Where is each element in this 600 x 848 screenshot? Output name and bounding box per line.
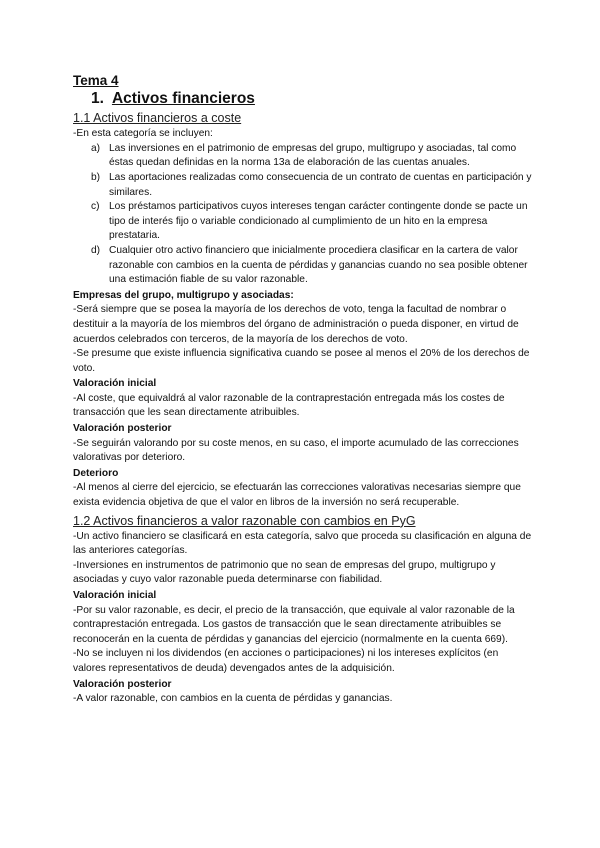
list-item-text: Cualquier otro activo financiero que inicialmente procediera clasificar en la cartera de valor razonable con cambios en la cuenta de pérdidas y ganancias cuando no sea posible obtener una estimación fiable de su valor razonable. xyxy=(109,244,528,286)
valoracion-inicial-heading-2: Valoración inicial xyxy=(73,590,157,601)
list-item xyxy=(91,142,533,171)
valoracion-inicial-paragraph-1: -Por su valor razonable, es decir, el precio de la transacción, que equivale al valor razonable de la contraprestación entregada. Los gastos de transacción que le sean directamente atribuibles se reconocerán en la cuenta de pérdidas y ganancias del ejercicio (normalmente en la cuenta 669). xyxy=(73,604,515,645)
empresas-paragraph-1: -Será siempre que se posea la mayoría de los derechos de voto, tenga la facultad de nombrar o destituir a la mayoría de los miembros del órgano de administración o pueda disponer, en virtud de acuerdos celebrados con terceros, de la mayoría de los derechos de voto. xyxy=(73,304,519,345)
valoracion-posterior-text-2: -A valor razonable, con cambios en la cuenta de pérdidas y ganancias. xyxy=(73,693,393,705)
valoracion-posterior-heading: Valoración posterior xyxy=(73,423,172,435)
list-item-label: d) xyxy=(91,244,101,256)
subsection-1-title: 1.1 Activos financieros a coste xyxy=(73,111,242,126)
subsection-2-title: 1.2 Activos financieros a valor razonable con cambios en PyG xyxy=(73,513,416,528)
valoracion-inicial-paragraph-2: -No se incluyen ni los dividendos (en acciones o participaciones) ni los intereses explícitos (en valores representativos de deuda) devengados antes de la adquisición. xyxy=(73,648,499,674)
deterioro-heading: Deterioro xyxy=(73,467,119,479)
subsection-2-paragraph-2: -Inversiones en instrumentos de patrimonio que no sean de empresas del grupo, multigrupo y asociadas y cuyo valor razonable pueda determinarse con fiabilidad. xyxy=(73,559,496,586)
valoracion-inicial-text: -Al coste, que equivaldrá al valor razonable de la contraprestación entregada más los costes de transacción que les sean directamente atribuibles. xyxy=(73,392,505,419)
list-item-text: Las aportaciones realizadas como consecuencia de un contrato de cuentas en participación y similares. xyxy=(109,171,532,198)
list-item-text: Las inversiones en el patrimonio de empresas del grupo, multigrupo y asociadas, tal como éstas quedan definidas en la norma 13a de elaboración de las cuentas anuales. xyxy=(109,142,517,169)
category-list xyxy=(73,142,533,288)
document-content xyxy=(73,74,533,707)
subsection-2-paragraph-1: -Un activo financiero se clasificará en esta categoría, salvo que proceda su clasificación en alguna de las anteriores categorías. xyxy=(73,530,532,557)
list-item xyxy=(91,171,533,200)
section-number: 1. xyxy=(91,89,104,107)
section-heading xyxy=(91,89,533,107)
subsection-1-intro: -En esta categoría se incluyen: xyxy=(73,128,213,140)
list-item-label: a) xyxy=(91,142,101,154)
list-item xyxy=(91,200,533,244)
list-item-label: b) xyxy=(91,171,101,183)
list-item xyxy=(91,244,533,288)
section-title: Activos financieros xyxy=(111,89,255,107)
valoracion-posterior-text: -Se seguirán valorando por su coste menos, en su caso, el importe acumulado de las correcciones valorativas por deterioro. xyxy=(73,437,519,464)
empresas-heading: Empresas del grupo, multigrupo y asociadas: xyxy=(73,289,294,301)
deterioro-text: -Al menos al cierre del ejercicio, se efectuarán las correcciones valorativas necesarias siempre que exista evidencia objetiva de que el valor en libros de la inversión no será recuperable. xyxy=(73,482,521,509)
valoracion-posterior-heading-2: Valoración posterior xyxy=(73,678,172,690)
empresas-paragraph-2: -Se presume que existe influencia significativa cuando se posee al menos el 20% de los derechos de voto. xyxy=(73,348,530,374)
list-item-label: c) xyxy=(91,201,100,213)
topic-title: Tema 4 xyxy=(73,73,119,88)
valoracion-inicial-heading: Valoración inicial xyxy=(73,378,157,390)
list-item-text: Los préstamos participativos cuyos intereses tengan carácter contingente donde se pacte un tipo de interés fijo o variable condicionado al cumplimiento de un hito en la empresa prestataria. xyxy=(109,201,528,242)
